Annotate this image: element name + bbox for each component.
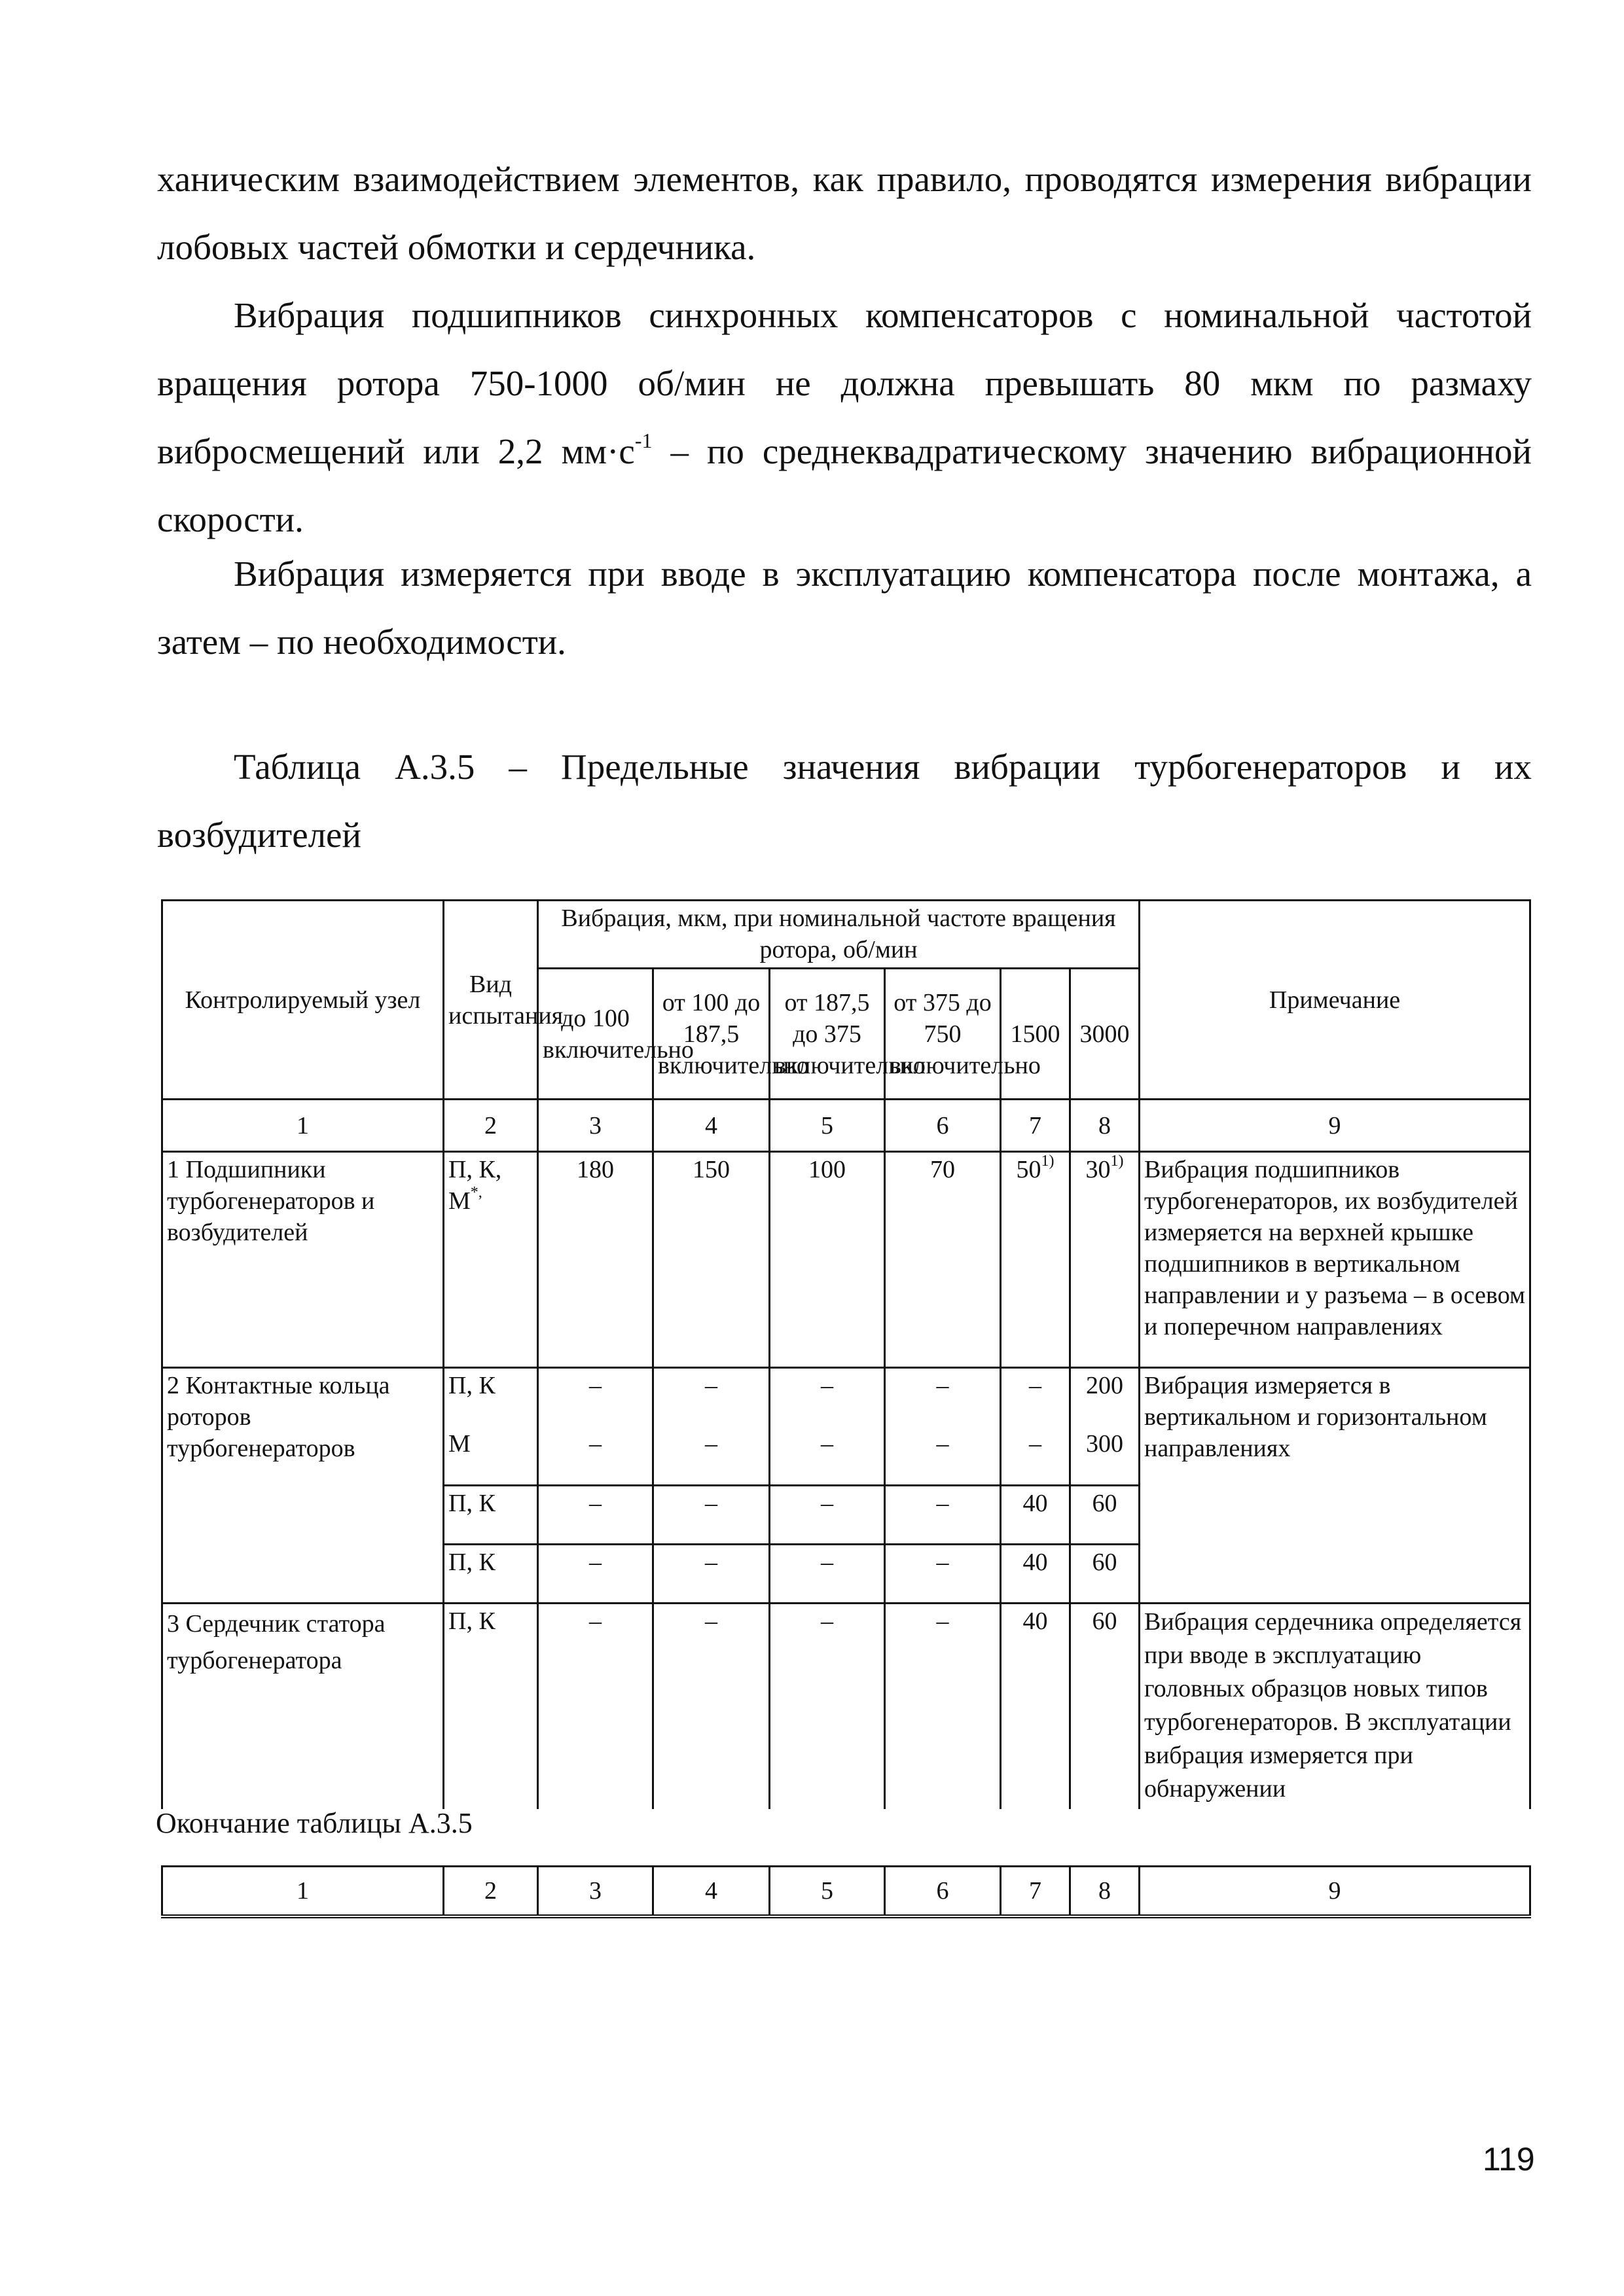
col-number: 6 (885, 1100, 1001, 1152)
node-cell: 1 Подшипники турбогенераторов и возбудителей (162, 1152, 444, 1368)
header-col-4: от 100 до 187,5 включительно (653, 969, 770, 1100)
paragraph-3: Вибрация измеряется при вводе в эксплуатацию компенсатора после монтажа, а затем – по необходимости. (157, 554, 1532, 662)
col-number: 9 (1140, 1100, 1530, 1152)
value-cell: – (1001, 1427, 1070, 1486)
value-cell: – (653, 1486, 770, 1545)
value-cell: – (653, 1545, 770, 1604)
col-number: 1 (162, 1867, 444, 1916)
value-cell: 180 (538, 1152, 653, 1368)
header-col-3: до 100 включительно (538, 969, 653, 1100)
col-number: 2 (444, 1100, 538, 1152)
col-number: 3 (538, 1100, 653, 1152)
table-row (162, 1368, 1530, 1427)
test-cell: П, К (444, 1486, 538, 1545)
footnote-marker: 1) (1041, 1153, 1055, 1170)
table-row (162, 1604, 1530, 1809)
table-caption: Таблица А.3.5 – Предельные значения вибрации турбогенераторов и их возбудителей (157, 747, 1532, 855)
col-number: 5 (770, 1867, 885, 1916)
test-text: П, К, М (448, 1156, 502, 1215)
exponent: -1 (634, 429, 653, 452)
value-cell: – (885, 1545, 1001, 1604)
col-number: 9 (1140, 1867, 1530, 1916)
footnote-marker: *, (470, 1184, 482, 1201)
test-cell: П, К (444, 1368, 538, 1427)
value-cell: – (653, 1427, 770, 1486)
col-number: 4 (653, 1867, 770, 1916)
value-cell: – (538, 1368, 653, 1427)
column-number-row (162, 1100, 1530, 1152)
col-number: 2 (444, 1867, 538, 1916)
node-cell: 3 Сердечник статора турбогенератора (162, 1604, 444, 1809)
value-cell: – (885, 1604, 1001, 1809)
paragraph-2 (157, 281, 1532, 554)
test-cell (444, 1152, 538, 1368)
header-col-6: от 375 до 750 включительно (885, 969, 1001, 1100)
value-cell: 60 (1070, 1604, 1140, 1809)
value-cell: 40 (1001, 1486, 1070, 1545)
value-cell: 60 (1070, 1545, 1140, 1604)
value-cell: 100 (770, 1152, 885, 1368)
footnote-marker: 1) (1110, 1153, 1124, 1170)
value-cell: – (885, 1368, 1001, 1427)
col-number: 5 (770, 1100, 885, 1152)
header-col-7: 1500 (1001, 969, 1070, 1100)
col-number: 8 (1070, 1100, 1140, 1152)
header-col-5: от 187,5 до 375 включительно (770, 969, 885, 1100)
col-number: 1 (162, 1100, 444, 1152)
value-cell: – (770, 1486, 885, 1545)
col-number: 6 (885, 1867, 1001, 1916)
header-test-type: Вид испытания (444, 901, 538, 1100)
value-cell (1001, 1152, 1070, 1368)
col-number: 7 (1001, 1100, 1070, 1152)
value-cell: 70 (885, 1152, 1001, 1368)
value-cell: – (538, 1427, 653, 1486)
value-cell: 60 (1070, 1486, 1140, 1545)
value-cell: – (770, 1545, 885, 1604)
value-text: 50 (1016, 1156, 1041, 1183)
paragraph-2-text-end: – по среднеквадратическому значению вибрационной скорости. (157, 431, 1532, 539)
col-number: 4 (653, 1100, 770, 1152)
test-cell: П, К (444, 1604, 538, 1809)
col-number: 7 (1001, 1867, 1070, 1916)
value-cell: – (653, 1368, 770, 1427)
value-text: 30 (1085, 1156, 1111, 1183)
value-cell: – (770, 1604, 885, 1809)
continuation-label: Окончание таблицы А.3.5 (156, 1807, 473, 1839)
value-cell: 40 (1001, 1604, 1070, 1809)
value-cell: – (538, 1486, 653, 1545)
header-vibration-group: Вибрация, мкм, при номинальной частоте вращения ротора, об/мин (538, 901, 1140, 969)
value-cell: – (770, 1427, 885, 1486)
header-col-8: 3000 (1070, 969, 1140, 1100)
note-cell: Вибрация измеряется в вертикальном и горизонтальном направлениях (1140, 1368, 1530, 1604)
value-cell: 40 (1001, 1545, 1070, 1604)
header-node: Контролируемый узел (162, 901, 444, 1100)
value-cell: – (538, 1545, 653, 1604)
col-number: 8 (1070, 1867, 1140, 1916)
node-cell: 2 Контактные кольца роторов турбогенераторов (162, 1368, 444, 1604)
paragraph-1: ханическим взаимодействием элементов, как правило, проводятся измерения вибрации лобовых частей обмотки и сердечника. (157, 159, 1532, 267)
value-cell: – (770, 1368, 885, 1427)
test-cell: П, К (444, 1545, 538, 1604)
value-cell (1070, 1152, 1140, 1368)
note-cell: Вибрация сердечника определяется при вводе в эксплуатацию головных образцов новых типов турбогенераторов. В эксплуатации вибрация измеряется при обнаружении (1140, 1604, 1530, 1809)
value-cell: – (1001, 1368, 1070, 1427)
continuation-table (161, 1865, 1531, 1918)
vibration-table (161, 899, 1531, 1809)
col-number: 3 (538, 1867, 653, 1916)
paragraph-2-text: Вибрация подшипников синхронных компенсаторов с номинальной частотой вращения ротора 750-1000 об/мин не должна превышать 80 мкм по размаху вибросмещений или 2,2 мм·с (157, 295, 1532, 471)
column-number-row (162, 1867, 1530, 1916)
value-cell: 150 (653, 1152, 770, 1368)
value-cell: – (653, 1604, 770, 1809)
value-cell: 200 (1070, 1368, 1140, 1427)
value-cell: – (538, 1604, 653, 1809)
value-cell: – (885, 1486, 1001, 1545)
header-note: Примечание (1140, 901, 1530, 1100)
page-number: 119 (1483, 2141, 1535, 2178)
test-cell: М (444, 1427, 538, 1486)
value-cell: 300 (1070, 1427, 1140, 1486)
value-cell: – (885, 1427, 1001, 1486)
table-row (162, 1152, 1530, 1368)
note-cell: Вибрация подшипников турбогенераторов, их возбудителей измеряется на верхней крышке подшипников в вертикальном направлении и у разъема – в осевом и поперечном направлениях (1140, 1152, 1530, 1368)
